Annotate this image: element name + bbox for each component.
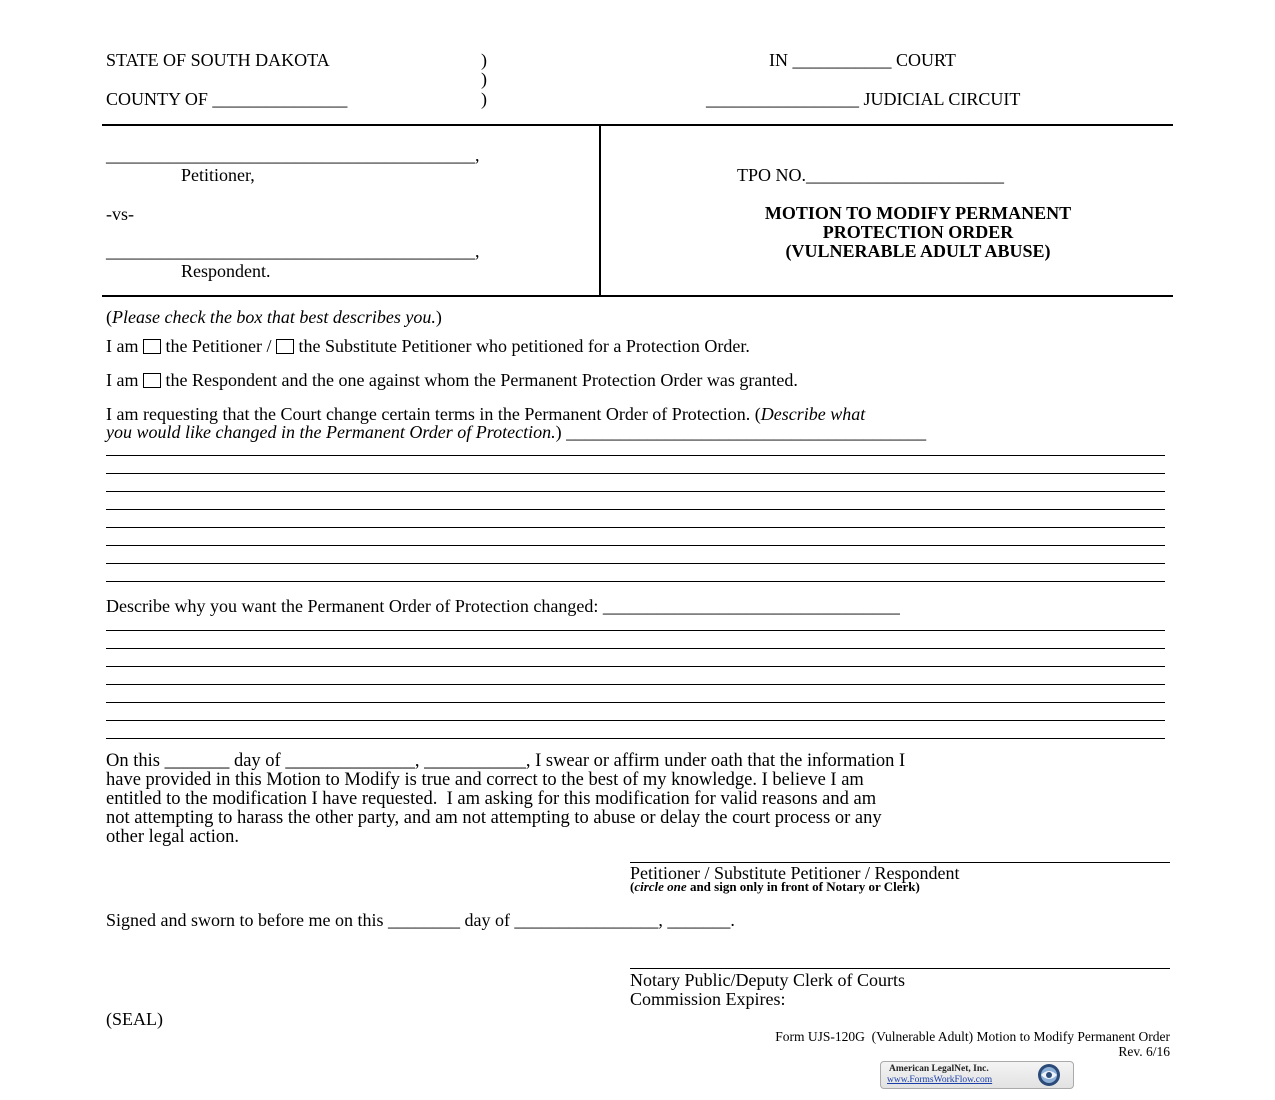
- request-line-2: [106, 423, 926, 441]
- notary-label: Notary Public/Deputy Clerk of Courts: [630, 970, 905, 990]
- request-line-1: [106, 405, 865, 423]
- request-answer-line[interactable]: [106, 509, 1165, 510]
- request-instruction: Describe what: [760, 404, 866, 424]
- option-prefix: I am: [106, 370, 139, 390]
- sworn-statement: Signed and sworn to before me on this ________ day of ________________, _______.: [106, 910, 735, 930]
- reason-answer-line[interactable]: [106, 720, 1165, 721]
- tpo-number-field: TPO NO.______________________: [737, 165, 1005, 185]
- instructions: [106, 308, 442, 326]
- versus-label: -vs-: [106, 204, 134, 224]
- signature-note-circle: circle one: [634, 879, 687, 894]
- petitioner-name-line: _________________________________________,: [106, 145, 480, 165]
- request-answer-line[interactable]: [106, 545, 1165, 546]
- option-row-respondent: [106, 371, 798, 389]
- petitioner-label: Petitioner,: [181, 165, 255, 185]
- instructions-paren: (: [106, 307, 112, 327]
- reason-answer-line[interactable]: [106, 684, 1165, 685]
- title-line: PROTECTION ORDER: [822, 222, 1014, 242]
- county-field: COUNTY OF _______________: [106, 89, 348, 109]
- reason-answer-line[interactable]: [106, 666, 1165, 667]
- request-text: I am requesting that the Court change certain terms in the Permanent Order of Protection. (: [106, 404, 761, 424]
- form-number: Form UJS-120G (Vulnerable Adult) Motion to Modify Permanent Order: [775, 1029, 1170, 1044]
- document-title: [668, 204, 1168, 261]
- reason-answer-line[interactable]: [106, 648, 1165, 649]
- petitioner-checkbox[interactable]: [143, 339, 161, 354]
- logo-url[interactable]: www.FormsWorkFlow.com: [887, 1075, 993, 1085]
- legalnet-logo[interactable]: [880, 1061, 1074, 1089]
- caption-bottom-rule: [102, 295, 1173, 297]
- request-answer-line[interactable]: [106, 563, 1165, 564]
- request-blank: ) ________________________________________: [555, 422, 927, 442]
- request-answer-line[interactable]: [106, 491, 1165, 492]
- signature-note-paren: (: [630, 879, 635, 894]
- respondent-name-line: _________________________________________,: [106, 241, 480, 261]
- respondent-label: Respondent.: [181, 261, 271, 281]
- oath-line: have provided in this Motion to Modify is true and correct to the best of my knowledge. I believe I am: [106, 770, 864, 790]
- seal-label: (SEAL): [106, 1009, 163, 1029]
- instructions-paren: ): [435, 307, 442, 327]
- request-instruction: you would like changed in the Permanent Order of Protection.: [106, 422, 556, 442]
- request-answer-line[interactable]: [106, 473, 1165, 474]
- petitioner-option-label: the Petitioner /: [165, 336, 272, 356]
- request-answer-line[interactable]: [106, 581, 1165, 582]
- oath-line: On this _______ day of ______________, ___________, I swear or affirm under oath that the information I: [106, 751, 906, 771]
- revision-date: Rev. 6/16: [1118, 1044, 1170, 1059]
- court-field: IN ___________ COURT: [769, 50, 956, 70]
- globe-icon: [1036, 1063, 1062, 1087]
- reason-answer-line[interactable]: [106, 630, 1165, 631]
- request-answer-line[interactable]: [106, 527, 1165, 528]
- circuit-field: _________________ JUDICIAL CIRCUIT: [706, 89, 1021, 109]
- oath-line: not attempting to harass the other party, and am not attempting to abuse or delay the court process or any: [106, 808, 882, 828]
- reason-label: Describe why you want the Permanent Order of Protection changed: _________________________________: [106, 596, 900, 616]
- title-line: MOTION TO MODIFY PERMANENT: [764, 203, 1072, 223]
- commission-expires-label: Commission Expires:: [630, 989, 786, 1009]
- state-heading: STATE OF SOUTH DAKOTA: [106, 50, 330, 70]
- reason-answer-line[interactable]: [106, 738, 1165, 739]
- instructions-text: Please check the box that best describes you.: [112, 307, 436, 327]
- option-prefix: I am: [106, 336, 139, 356]
- oath-line: entitled to the modification I have requested. I am asking for this modification for valid reasons and am: [106, 789, 877, 809]
- caption-paren: ): [481, 50, 487, 70]
- reason-answer-line[interactable]: [106, 702, 1165, 703]
- request-answer-line[interactable]: [106, 455, 1165, 456]
- oath-line: other legal action.: [106, 827, 240, 847]
- signature-note: [630, 880, 920, 893]
- substitute-option-label: the Substitute Petitioner who petitioned for a Protection Order.: [298, 336, 750, 356]
- notary-signature-line[interactable]: [630, 968, 1170, 969]
- caption-paren: ): [481, 89, 487, 109]
- option-row-petitioner: [106, 337, 750, 355]
- respondent-option-label: the Respondent and the one against whom the Permanent Protection Order was granted.: [165, 370, 798, 390]
- caption-paren: ): [481, 69, 487, 89]
- respondent-checkbox[interactable]: [143, 373, 161, 388]
- signature-label: Petitioner / Substitute Petitioner / Respondent: [630, 863, 960, 883]
- signature-note-text: and sign only in front of Notary or Clerk): [686, 879, 920, 894]
- caption-divider: [599, 125, 601, 295]
- title-line: (VULNERABLE ADULT ABUSE): [785, 241, 1051, 261]
- logo-company: American LegalNet, Inc.: [889, 1064, 989, 1074]
- caption-top-rule: [102, 124, 1173, 126]
- substitute-petitioner-checkbox[interactable]: [276, 339, 294, 354]
